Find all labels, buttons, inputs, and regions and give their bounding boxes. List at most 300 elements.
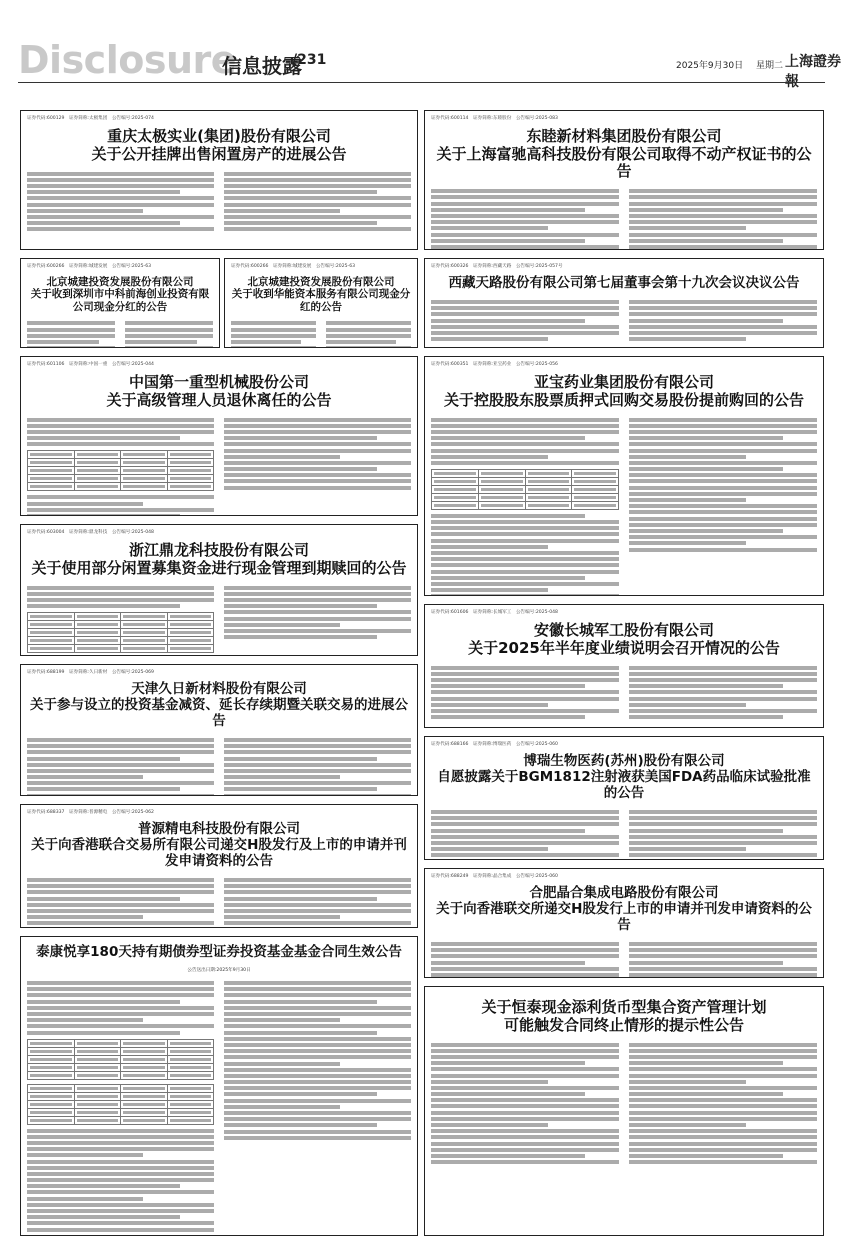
announcement-hefei bbox=[424, 868, 824, 978]
text-line bbox=[629, 195, 817, 199]
table-cell bbox=[121, 1047, 168, 1055]
text-line bbox=[629, 1061, 783, 1065]
text-line bbox=[629, 479, 817, 483]
table-cell bbox=[478, 477, 525, 485]
newspaper-name: 上海證券報 bbox=[785, 54, 841, 90]
data-table bbox=[27, 450, 214, 491]
text-line bbox=[27, 769, 214, 773]
text-line bbox=[629, 214, 817, 218]
text-line bbox=[27, 328, 115, 332]
text-column bbox=[629, 808, 817, 860]
table-cell bbox=[28, 1055, 75, 1063]
table-cell bbox=[28, 1071, 75, 1079]
announcement-title: 博瑞生物医药(苏州)股份有限公司 自愿披露关于BGM1812注射液获美国FDA药品临床试验批准的公告 bbox=[437, 753, 811, 801]
text-line bbox=[431, 1104, 619, 1108]
announcement-bjcd-1 bbox=[20, 258, 220, 348]
table-cell bbox=[167, 459, 214, 467]
text-line bbox=[431, 424, 619, 428]
text-line bbox=[431, 822, 619, 826]
text-line bbox=[431, 570, 619, 574]
text-line bbox=[629, 473, 817, 477]
text-line bbox=[27, 775, 143, 779]
text-line bbox=[629, 337, 746, 341]
text-line bbox=[431, 576, 585, 580]
text-column bbox=[27, 876, 214, 928]
text-line bbox=[629, 715, 783, 719]
table-cell bbox=[121, 459, 168, 467]
announcement-bjcd-2 bbox=[224, 258, 418, 348]
text-line bbox=[224, 1074, 411, 1078]
announcement-hengtai bbox=[424, 986, 824, 1236]
text-line bbox=[27, 878, 214, 882]
table-cell bbox=[121, 1100, 168, 1108]
text-line bbox=[224, 586, 411, 590]
text-line bbox=[27, 1018, 143, 1022]
table-cell bbox=[121, 629, 168, 637]
text-line bbox=[629, 233, 817, 237]
text-line bbox=[629, 1154, 783, 1158]
text-line bbox=[27, 1012, 214, 1016]
text-line bbox=[27, 781, 214, 785]
announcement-title: 普源精电科技股份有限公司 关于向香港联合交易所有限公司递交H股发行及上市的申请并刊发申请资料的公告 bbox=[31, 821, 407, 869]
table-cell bbox=[121, 637, 168, 645]
announcement-dongcheng bbox=[424, 110, 824, 250]
text-line bbox=[431, 841, 619, 845]
text-line bbox=[224, 794, 411, 796]
text-line bbox=[629, 208, 783, 212]
text-line bbox=[629, 1135, 817, 1139]
announcement-title: 关于恒泰现金添利货币型集合资产管理计划 可能触发合同终止情形的提示性公告 bbox=[481, 998, 767, 1034]
announcement-title: 重庆太极实业(集团)股份有限公司 关于公开挂牌出售闲置房产的进展公告 bbox=[91, 127, 347, 163]
text-column bbox=[431, 298, 619, 344]
table-cell bbox=[121, 1108, 168, 1116]
table-cell bbox=[167, 621, 214, 629]
text-line bbox=[224, 190, 377, 194]
text-line bbox=[629, 684, 783, 688]
text-line bbox=[431, 195, 619, 199]
text-column bbox=[326, 319, 411, 348]
text-columns bbox=[431, 808, 817, 860]
text-line bbox=[224, 769, 411, 773]
text-line bbox=[27, 1031, 180, 1035]
text-line bbox=[27, 592, 214, 596]
text-line bbox=[27, 172, 214, 176]
text-line bbox=[224, 750, 411, 754]
text-line bbox=[224, 598, 411, 602]
text-line bbox=[27, 903, 214, 907]
announcement-body bbox=[431, 298, 817, 344]
table-cell bbox=[74, 1039, 121, 1047]
announcement-code: 证券代码:688199 证券简称:久日新材 公告编号:2025-069 bbox=[27, 670, 154, 675]
announcement-title: 安徽长城军工股份有限公司 关于2025年半年度业绩说明会召开情况的公告 bbox=[468, 621, 780, 657]
text-line bbox=[431, 545, 548, 549]
announcement-xizang bbox=[424, 258, 824, 348]
announcement-body bbox=[27, 736, 411, 796]
table-cell bbox=[167, 1084, 214, 1092]
text-line bbox=[224, 479, 411, 483]
table-cell bbox=[478, 469, 525, 477]
text-line bbox=[231, 346, 316, 348]
announcement-body bbox=[431, 663, 817, 721]
table-cell bbox=[28, 483, 75, 491]
text-line bbox=[629, 810, 817, 814]
text-line bbox=[629, 1049, 817, 1053]
table-cell bbox=[74, 1055, 121, 1063]
text-line bbox=[431, 1092, 585, 1096]
text-line bbox=[224, 878, 411, 882]
announcement-dingcheng bbox=[20, 524, 418, 656]
announcement-taikang bbox=[20, 936, 418, 1236]
text-line bbox=[125, 340, 197, 344]
text-line bbox=[431, 331, 619, 335]
text-line bbox=[431, 588, 548, 592]
text-line bbox=[224, 1000, 377, 1004]
text-line bbox=[629, 835, 817, 839]
text-columns bbox=[27, 319, 213, 348]
table-cell bbox=[167, 1047, 214, 1055]
text-line bbox=[224, 172, 411, 176]
text-line bbox=[629, 498, 746, 502]
announcement-title: 东睦新材料集团股份有限公司 关于上海富驰高科技股份有限公司取得不动产权证书的公告 bbox=[436, 127, 812, 181]
text-line bbox=[27, 927, 180, 928]
announcement-code: 证券代码:688166 证券简称:博瑞医药 公告编号:2025-060 bbox=[431, 742, 558, 747]
text-line bbox=[629, 455, 746, 459]
text-line bbox=[326, 334, 411, 338]
text-line bbox=[629, 541, 746, 545]
text-line bbox=[27, 215, 214, 219]
announcement-code: 证券代码:600266 证券简称:城建发展 公告编号:2025-63 bbox=[231, 264, 356, 269]
table-cell bbox=[121, 645, 168, 653]
text-line bbox=[629, 1074, 817, 1078]
announcement-code: 证券代码:600114 证券简称:东睦股份 公告编号:2025-083 bbox=[431, 116, 558, 121]
text-line bbox=[27, 1178, 214, 1182]
text-line bbox=[431, 816, 619, 820]
text-column bbox=[629, 1040, 817, 1166]
text-line bbox=[224, 993, 411, 997]
text-line bbox=[431, 1086, 619, 1090]
text-columns bbox=[27, 979, 411, 1234]
text-line bbox=[629, 961, 783, 965]
table-cell bbox=[121, 475, 168, 483]
text-line bbox=[629, 1160, 817, 1164]
text-column bbox=[224, 979, 411, 1234]
table-cell bbox=[121, 467, 168, 475]
text-column bbox=[629, 298, 817, 344]
announcement-body bbox=[231, 319, 411, 348]
text-line bbox=[27, 1147, 214, 1151]
text-line bbox=[629, 300, 817, 304]
text-line bbox=[27, 909, 214, 913]
text-columns bbox=[431, 663, 817, 721]
text-line bbox=[629, 1080, 746, 1084]
text-line bbox=[125, 346, 213, 348]
text-line bbox=[224, 1031, 377, 1035]
text-column bbox=[224, 583, 411, 656]
text-line bbox=[224, 203, 411, 207]
table-cell bbox=[167, 1092, 214, 1100]
text-line bbox=[224, 424, 411, 428]
text-line bbox=[629, 529, 783, 533]
text-line bbox=[231, 334, 316, 338]
text-line bbox=[27, 334, 115, 338]
text-line bbox=[224, 209, 340, 213]
table-cell bbox=[167, 483, 214, 491]
text-line bbox=[431, 948, 619, 952]
text-line bbox=[431, 594, 619, 596]
table-cell bbox=[74, 483, 121, 491]
text-columns bbox=[431, 940, 817, 978]
text-line bbox=[431, 418, 619, 422]
text-line bbox=[629, 226, 746, 230]
text-line bbox=[629, 829, 783, 833]
table-cell bbox=[74, 1047, 121, 1055]
text-line bbox=[431, 1111, 619, 1115]
text-line bbox=[431, 220, 619, 224]
text-line bbox=[27, 1000, 180, 1004]
text-line bbox=[27, 1172, 214, 1176]
text-line bbox=[27, 196, 214, 200]
announcement-puyuan bbox=[20, 804, 418, 928]
announcement-zhongyi bbox=[20, 356, 418, 516]
table-cell bbox=[74, 613, 121, 621]
text-line bbox=[431, 208, 585, 212]
text-line bbox=[431, 557, 619, 561]
text-column bbox=[431, 187, 619, 250]
table-cell bbox=[121, 613, 168, 621]
table-cell bbox=[572, 477, 619, 485]
text-column bbox=[27, 415, 214, 516]
text-line bbox=[224, 1080, 411, 1084]
text-line bbox=[431, 532, 619, 536]
table-cell bbox=[74, 1092, 121, 1100]
text-line bbox=[629, 1111, 817, 1115]
masthead-rule bbox=[18, 82, 825, 83]
text-line bbox=[629, 1086, 817, 1090]
table-cell bbox=[167, 1108, 214, 1116]
text-column bbox=[431, 415, 619, 596]
announcement-code: 证券代码:601606 证券简称:长城军工 公告编号:2025-048 bbox=[431, 610, 558, 615]
table-cell bbox=[167, 1039, 214, 1047]
text-line bbox=[629, 1142, 817, 1146]
table-cell bbox=[167, 1055, 214, 1063]
text-line bbox=[224, 757, 377, 761]
announcement-taiji bbox=[20, 110, 418, 250]
text-line bbox=[431, 1160, 619, 1164]
table-cell bbox=[28, 1084, 75, 1092]
table-cell bbox=[167, 637, 214, 645]
text-column bbox=[431, 1040, 619, 1166]
text-line bbox=[224, 775, 340, 779]
text-column bbox=[27, 736, 214, 796]
text-line bbox=[27, 418, 214, 422]
text-line bbox=[27, 178, 214, 182]
announcement-borui bbox=[424, 736, 824, 860]
table-cell bbox=[432, 469, 479, 477]
text-line bbox=[629, 510, 817, 514]
table-cell bbox=[121, 621, 168, 629]
text-line bbox=[431, 442, 619, 446]
text-line bbox=[431, 214, 619, 218]
table-cell bbox=[121, 1084, 168, 1092]
text-line bbox=[27, 227, 214, 231]
text-line bbox=[224, 1092, 377, 1096]
text-line bbox=[224, 604, 377, 608]
text-line bbox=[431, 1129, 619, 1133]
text-line bbox=[431, 715, 585, 719]
text-column bbox=[224, 415, 411, 516]
text-line bbox=[27, 586, 214, 590]
section-logo: Disclosure bbox=[18, 38, 237, 82]
text-line bbox=[27, 1006, 214, 1010]
text-line bbox=[431, 1117, 619, 1121]
text-line bbox=[224, 927, 377, 928]
text-line bbox=[224, 921, 411, 925]
text-line bbox=[224, 1018, 340, 1022]
text-line bbox=[629, 486, 817, 490]
text-line bbox=[431, 319, 585, 323]
text-line bbox=[27, 495, 214, 499]
text-line bbox=[431, 859, 585, 860]
table-cell bbox=[478, 485, 525, 493]
text-line bbox=[629, 424, 817, 428]
text-line bbox=[224, 1117, 411, 1121]
text-line bbox=[431, 514, 585, 518]
text-line bbox=[629, 690, 817, 694]
text-line bbox=[224, 884, 411, 888]
announcement-title: 北京城建投资发展股份有限公司 关于收到华能资本服务有限公司现金分红的公告 bbox=[231, 276, 411, 313]
text-line bbox=[629, 1092, 783, 1096]
text-line bbox=[125, 321, 213, 325]
text-line bbox=[27, 993, 214, 997]
text-line bbox=[629, 816, 817, 820]
text-line bbox=[27, 430, 214, 434]
table-cell bbox=[74, 1084, 121, 1092]
table-cell bbox=[28, 451, 75, 459]
text-line bbox=[629, 822, 817, 826]
text-line bbox=[431, 709, 619, 713]
text-line bbox=[224, 592, 411, 596]
text-line bbox=[629, 523, 817, 527]
table-cell bbox=[28, 475, 75, 483]
text-line bbox=[629, 1129, 817, 1133]
text-line bbox=[326, 321, 411, 325]
text-columns bbox=[27, 876, 411, 928]
text-column bbox=[431, 808, 619, 860]
text-line bbox=[629, 1104, 817, 1108]
text-line bbox=[224, 909, 411, 913]
text-line bbox=[231, 321, 316, 325]
text-line bbox=[431, 1148, 619, 1152]
text-line bbox=[431, 455, 548, 459]
text-line bbox=[629, 504, 817, 508]
text-line bbox=[629, 202, 817, 206]
text-line bbox=[629, 442, 817, 446]
text-columns bbox=[27, 169, 411, 233]
text-line bbox=[224, 981, 411, 985]
text-line bbox=[224, 436, 377, 440]
text-line bbox=[27, 794, 214, 796]
text-line bbox=[27, 921, 214, 925]
text-line bbox=[629, 449, 817, 453]
text-line bbox=[431, 312, 619, 316]
table-cell bbox=[167, 1071, 214, 1079]
text-line bbox=[629, 853, 817, 857]
text-line bbox=[27, 1197, 143, 1201]
text-line bbox=[27, 884, 214, 888]
text-columns bbox=[27, 736, 411, 796]
text-line bbox=[629, 461, 817, 465]
text-line bbox=[629, 709, 817, 713]
table-cell bbox=[74, 1063, 121, 1071]
text-line bbox=[224, 623, 340, 627]
text-line bbox=[27, 436, 180, 440]
text-line bbox=[431, 245, 619, 249]
text-line bbox=[629, 1098, 817, 1102]
text-column bbox=[27, 979, 214, 1234]
text-line bbox=[431, 449, 619, 453]
text-line bbox=[224, 1086, 411, 1090]
text-line bbox=[224, 1049, 411, 1053]
text-line bbox=[27, 1221, 214, 1225]
text-line bbox=[431, 239, 585, 243]
text-line bbox=[431, 690, 619, 694]
text-line bbox=[224, 1043, 411, 1047]
table-cell bbox=[167, 475, 214, 483]
text-line bbox=[431, 1067, 619, 1071]
text-line bbox=[224, 1037, 411, 1041]
table-cell bbox=[478, 493, 525, 501]
text-line bbox=[431, 835, 619, 839]
announcement-code: 证券代码:601106 证券简称:中国一重 公告编号:2025-044 bbox=[27, 362, 154, 367]
announcement-body bbox=[27, 415, 411, 516]
table-cell bbox=[572, 493, 619, 501]
text-line bbox=[431, 961, 585, 965]
text-line bbox=[629, 954, 817, 958]
table-cell bbox=[28, 467, 75, 475]
table-cell bbox=[525, 493, 572, 501]
table-cell bbox=[28, 1108, 75, 1116]
text-column bbox=[224, 736, 411, 796]
text-line bbox=[629, 948, 817, 952]
announcement-title: 亚宝药业集团股份有限公司 关于控股股东股票质押式回购交易股份提前购回的公告 bbox=[443, 373, 804, 409]
text-line bbox=[27, 1135, 214, 1139]
text-line bbox=[224, 467, 377, 471]
text-columns bbox=[231, 319, 411, 348]
table-cell bbox=[74, 1116, 121, 1124]
text-line bbox=[224, 1055, 411, 1059]
table-cell bbox=[167, 1100, 214, 1108]
text-line bbox=[431, 436, 585, 440]
text-line bbox=[431, 1049, 619, 1053]
table-cell bbox=[525, 469, 572, 477]
text-line bbox=[629, 942, 817, 946]
text-line bbox=[629, 1123, 746, 1127]
text-line bbox=[431, 226, 548, 230]
text-line bbox=[431, 810, 619, 814]
text-line bbox=[224, 738, 411, 742]
announcement-title: 中国第一重型机械股份公司 关于高级管理人员退休离任的公告 bbox=[106, 373, 332, 409]
announcement-code: 证券代码:603004 证券简称:鼎龙科技 公告编号:2025-048 bbox=[27, 530, 154, 535]
text-line bbox=[431, 539, 619, 543]
page-number: /231 bbox=[292, 52, 327, 68]
table-cell bbox=[572, 469, 619, 477]
announcement-yabao bbox=[424, 356, 824, 596]
announcement-body bbox=[431, 940, 817, 978]
text-line bbox=[326, 340, 396, 344]
data-table bbox=[27, 1084, 214, 1125]
text-line bbox=[125, 334, 213, 338]
text-line bbox=[431, 1135, 619, 1139]
